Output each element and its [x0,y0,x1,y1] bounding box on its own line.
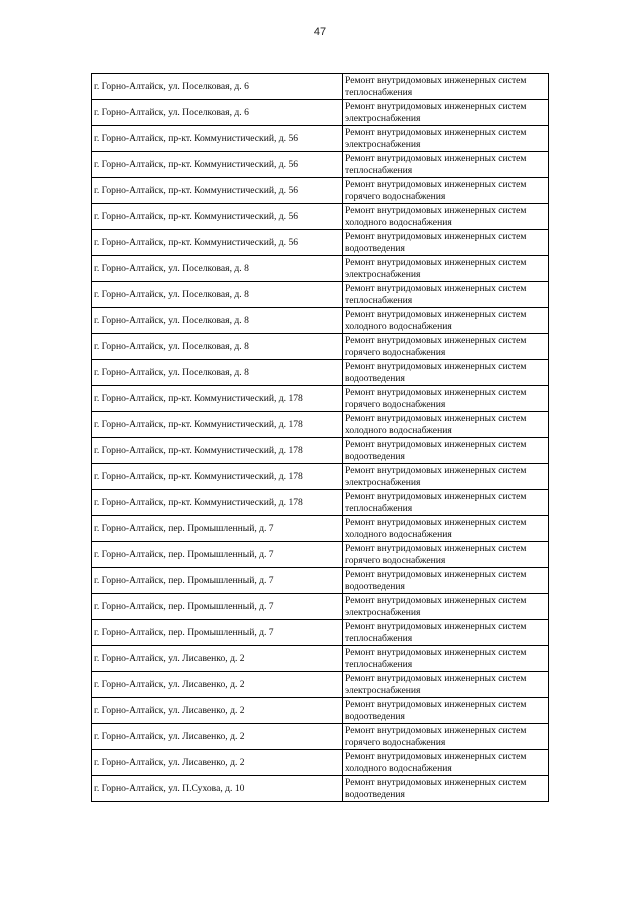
work-type-cell [343,152,549,178]
address-cell: г. Горно-Алтайск, пр-кт. Коммунистический, д. 56 [92,204,343,230]
work-type-cell [343,204,549,230]
work-type-line: Ремонт внутридомовых инженерных систем [345,205,527,216]
table-row [92,490,549,516]
address-cell: г. Горно-Алтайск, пр-кт. Коммунистический, д. 178 [92,386,343,412]
work-type-cell [343,594,549,620]
work-type-line: Ремонт внутридомовых инженерных систем [345,387,527,398]
table-row [92,282,549,308]
work-type-line: Ремонт внутридомовых инженерных систем [345,517,527,528]
work-type-line: Ремонт внутридомовых инженерных систем [345,153,527,164]
address-cell: г. Горно-Алтайск, ул. Поселковая, д. 6 [92,100,343,126]
table-row [92,126,549,152]
work-type-cell [343,178,549,204]
address-cell: г. Горно-Алтайск, пр-кт. Коммунистический, д. 178 [92,412,343,438]
work-type-cell [343,360,549,386]
work-type-line: Ремонт внутридомовых инженерных систем [345,647,527,658]
work-type-line: Ремонт внутридомовых инженерных систем [345,491,527,502]
work-system-line: теплоснабжения [345,164,413,176]
address-cell: г. Горно-Алтайск, ул. Лисавенко, д. 2 [92,698,343,724]
work-type-cell [343,256,549,282]
table-row [92,204,549,230]
work-type-line: Ремонт внутридомовых инженерных систем [345,101,527,112]
table-row [92,386,549,412]
work-type-line: Ремонт внутридомовых инженерных систем [345,413,527,424]
work-type-line: Ремонт внутридомовых инженерных систем [345,179,527,190]
work-system-line: горячего водоснабжения [345,554,446,566]
table-row [92,568,549,594]
work-system-line: холодного водоснабжения [345,424,452,436]
address-cell: г. Горно-Алтайск, пер. Промышленный, д. 7 [92,620,343,646]
work-type-line: Ремонт внутридомовых инженерных систем [345,257,527,268]
address-cell: г. Горно-Алтайск, пр-кт. Коммунистический, д. 178 [92,490,343,516]
work-system-line: электроснабжения [345,268,421,280]
work-system-line: водоотведения [345,372,405,384]
work-type-line: Ремонт внутридомовых инженерных систем [345,569,527,580]
table-row [92,750,549,776]
work-type-cell [343,698,549,724]
address-cell: г. Горно-Алтайск, ул. Лисавенко, д. 2 [92,646,343,672]
work-type-cell [343,672,549,698]
work-type-cell [343,620,549,646]
address-cell: г. Горно-Алтайск, ул. Поселковая, д. 8 [92,256,343,282]
address-cell: г. Горно-Алтайск, ул. Поселковая, д. 8 [92,334,343,360]
work-system-line: водоотведения [345,710,405,722]
address-cell: г. Горно-Алтайск, ул. Лисавенко, д. 2 [92,672,343,698]
address-cell: г. Горно-Алтайск, пр-кт. Коммунистический, д. 178 [92,438,343,464]
work-type-line: Ремонт внутридомовых инженерных систем [345,75,527,86]
work-system-line: холодного водоснабжения [345,320,452,332]
table-row [92,412,549,438]
work-type-line: Ремонт внутридомовых инженерных систем [345,127,527,138]
work-system-line: теплоснабжения [345,294,413,306]
address-cell: г. Горно-Алтайск, ул. Лисавенко, д. 2 [92,750,343,776]
work-type-cell [343,126,549,152]
table-row [92,698,549,724]
work-type-line: Ремонт внутридомовых инженерных систем [345,543,527,554]
table-row [92,646,549,672]
work-type-line: Ремонт внутридомовых инженерных систем [345,309,527,320]
work-type-cell [343,516,549,542]
work-system-line: горячего водоснабжения [345,190,446,202]
work-system-line: горячего водоснабжения [345,736,446,748]
work-system-line: теплоснабжения [345,86,413,98]
table-row [92,620,549,646]
address-cell: г. Горно-Алтайск, пер. Промышленный, д. 7 [92,542,343,568]
table-row [92,256,549,282]
work-type-line: Ремонт внутридомовых инженерных систем [345,725,527,736]
table-row [92,672,549,698]
table-row [92,230,549,256]
work-system-line: электроснабжения [345,606,421,618]
work-system-line: горячего водоснабжения [345,346,446,358]
address-cell: г. Горно-Алтайск, ул. Поселковая, д. 8 [92,360,343,386]
work-system-line: теплоснабжения [345,658,413,670]
work-system-line: водоотведения [345,242,405,254]
table-row [92,724,549,750]
work-type-cell [343,646,549,672]
work-type-line: Ремонт внутридомовых инженерных систем [345,751,527,762]
work-type-line: Ремонт внутридомовых инженерных систем [345,673,527,684]
address-cell: г. Горно-Алтайск, пр-кт. Коммунистический, д. 56 [92,230,343,256]
address-cell: г. Горно-Алтайск, пр-кт. Коммунистический, д. 178 [92,464,343,490]
page-number: 47 [313,26,327,38]
work-type-line: Ремонт внутридомовых инженерных систем [345,361,527,372]
work-type-cell [343,412,549,438]
work-type-line: Ремонт внутридомовых инженерных систем [345,465,527,476]
address-cell: г. Горно-Алтайск, пер. Промышленный, д. 7 [92,516,343,542]
work-type-cell [343,776,549,802]
work-system-line: теплоснабжения [345,632,413,644]
address-cell: г. Горно-Алтайск, пр-кт. Коммунистический, д. 56 [92,152,343,178]
work-type-line: Ремонт внутридомовых инженерных систем [345,439,527,450]
address-cell: г. Горно-Алтайск, пр-кт. Коммунистический, д. 56 [92,126,343,152]
work-type-line: Ремонт внутридомовых инженерных систем [345,699,527,710]
works-table [91,73,549,802]
work-system-line: водоотведения [345,450,405,462]
address-cell: г. Горно-Алтайск, ул. П.Сухова, д. 10 [92,776,343,802]
work-type-cell [343,464,549,490]
work-type-cell [343,308,549,334]
address-cell: г. Горно-Алтайск, пер. Промышленный, д. 7 [92,568,343,594]
address-cell: г. Горно-Алтайск, пер. Промышленный, д. 7 [92,594,343,620]
table-row [92,74,549,100]
work-system-line: холодного водоснабжения [345,528,452,540]
address-cell: г. Горно-Алтайск, пр-кт. Коммунистический, д. 56 [92,178,343,204]
work-type-line: Ремонт внутридомовых инженерных систем [345,777,527,788]
work-type-line: Ремонт внутридомовых инженерных систем [345,231,527,242]
work-type-cell [343,334,549,360]
table-row [92,776,549,802]
work-type-cell [343,542,549,568]
table-row [92,334,549,360]
work-system-line: электроснабжения [345,684,421,696]
table-row [92,178,549,204]
table-row [92,438,549,464]
work-type-line: Ремонт внутридомовых инженерных систем [345,335,527,346]
work-system-line: теплоснабжения [345,502,413,514]
work-system-line: холодного водоснабжения [345,762,452,774]
work-type-cell [343,750,549,776]
work-type-cell [343,490,549,516]
work-system-line: холодного водоснабжения [345,216,452,228]
work-type-cell [343,724,549,750]
address-cell: г. Горно-Алтайск, ул. Лисавенко, д. 2 [92,724,343,750]
work-type-line: Ремонт внутридомовых инженерных систем [345,595,527,606]
work-type-cell [343,438,549,464]
table-row [92,360,549,386]
table-row [92,100,549,126]
work-system-line: электроснабжения [345,112,421,124]
table-row [92,542,549,568]
work-type-cell [343,282,549,308]
work-system-line: горячего водоснабжения [345,398,446,410]
works-table-body [92,74,549,802]
work-type-cell [343,100,549,126]
table-row [92,516,549,542]
work-type-line: Ремонт внутридомовых инженерных систем [345,621,527,632]
work-type-cell [343,386,549,412]
work-type-cell [343,230,549,256]
work-system-line: водоотведения [345,580,405,592]
table-row [92,152,549,178]
work-type-cell [343,74,549,100]
address-cell: г. Горно-Алтайск, ул. Поселковая, д. 6 [92,74,343,100]
address-cell: г. Горно-Алтайск, ул. Поселковая, д. 8 [92,282,343,308]
work-type-line: Ремонт внутридомовых инженерных систем [345,283,527,294]
work-system-line: электроснабжения [345,476,421,488]
work-system-line: электроснабжения [345,138,421,150]
address-cell: г. Горно-Алтайск, ул. Поселковая, д. 8 [92,308,343,334]
table-row [92,594,549,620]
work-type-cell [343,568,549,594]
table-row [92,308,549,334]
table-row [92,464,549,490]
work-system-line: водоотведения [345,788,405,800]
